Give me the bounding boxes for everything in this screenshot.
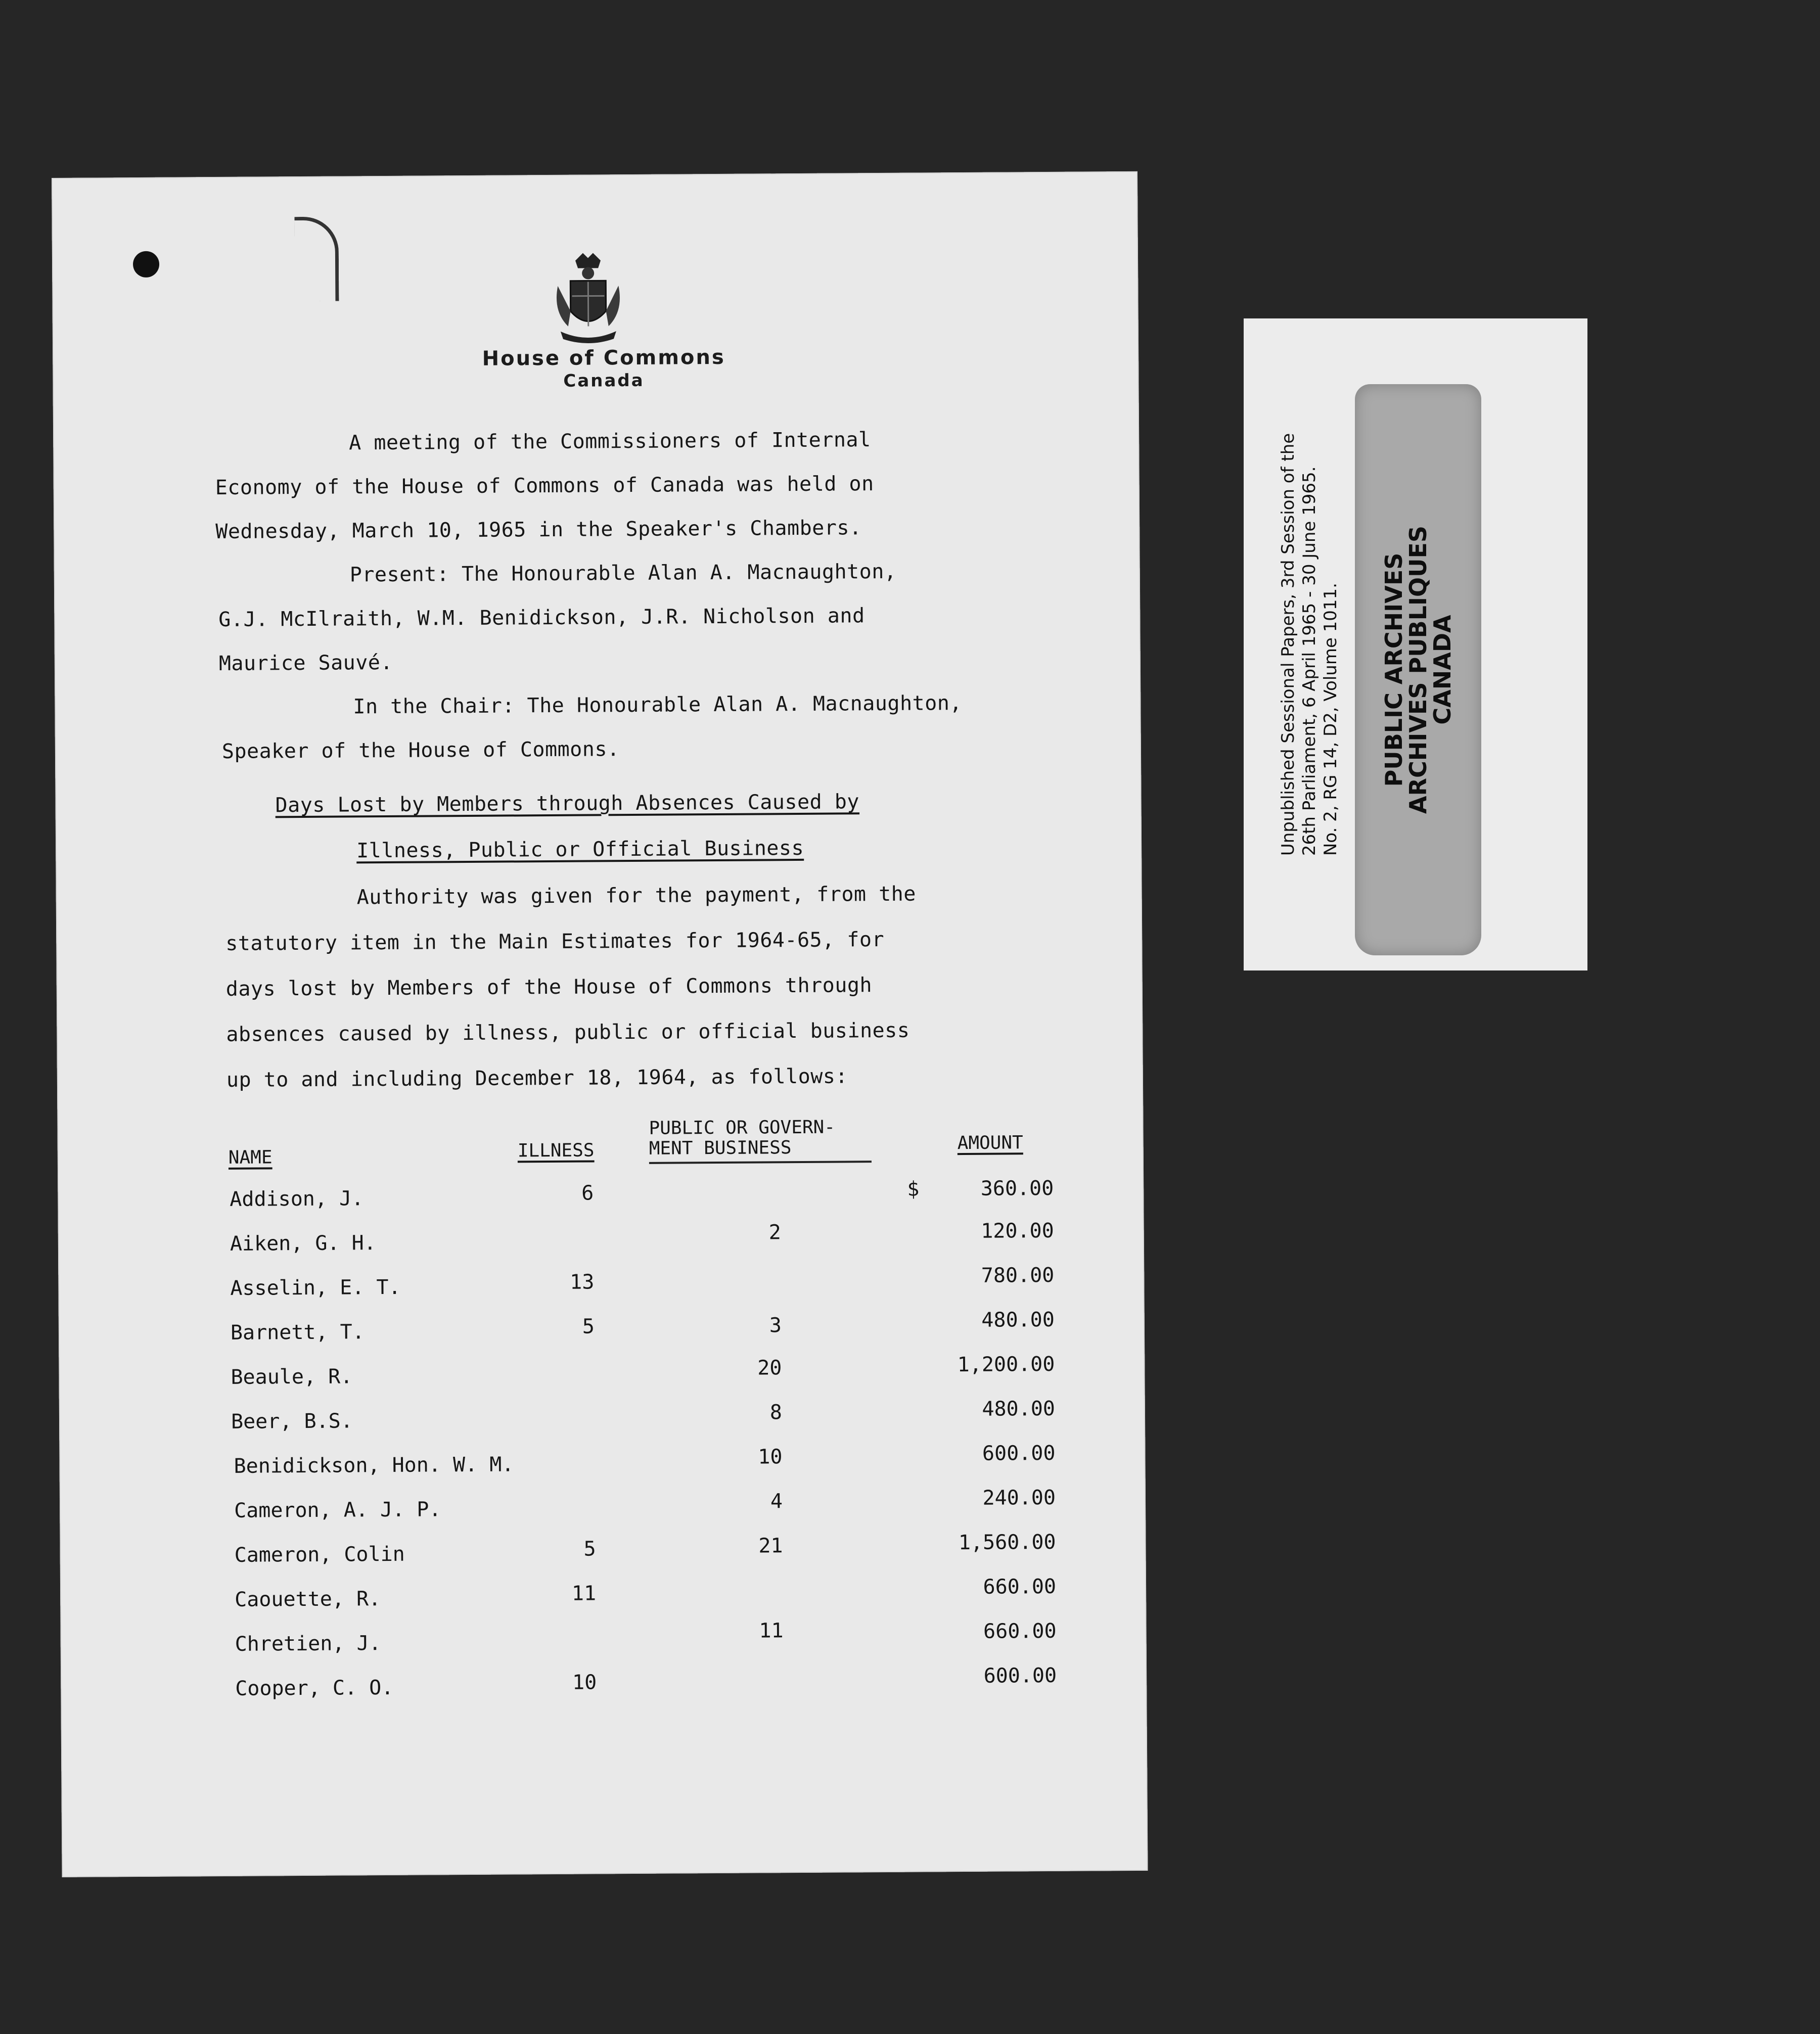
row-illness — [534, 1359, 595, 1360]
archive-note — [1278, 433, 1341, 856]
archive-stamp-line: PUBLIC ARCHIVES — [1380, 552, 1407, 787]
row-amount: 480.00 — [981, 1308, 1055, 1332]
row-illness: 5 — [582, 1315, 595, 1338]
archive-note-line: Unpublished Sessional Papers, 3rd Session of the — [1278, 433, 1298, 856]
row-name: Addison, J. — [230, 1187, 364, 1211]
row-public: 20 — [757, 1356, 782, 1380]
row-name: Asselin, E. T. — [230, 1275, 401, 1300]
row-amount: 660.00 — [983, 1575, 1057, 1599]
row-public: 8 — [769, 1401, 783, 1424]
row-amount: 600.00 — [982, 1441, 1056, 1465]
paragraph-line: Wednesday, March 10, 1965 in the Speaker's Chambers. — [215, 516, 862, 544]
letterhead — [406, 345, 801, 392]
pencil-mark — [294, 217, 339, 302]
table-header-name: NAME — [228, 1147, 272, 1168]
paragraph-line: Authority was given for the payment, from the — [356, 882, 917, 909]
row-public — [690, 1184, 781, 1185]
coat-of-arms-icon — [548, 250, 629, 347]
row-public: 21 — [758, 1534, 783, 1558]
row-amount: 660.00 — [983, 1619, 1057, 1643]
row-amount: 780.00 — [981, 1263, 1055, 1287]
header-rule — [649, 1161, 872, 1164]
row-illness: 13 — [570, 1270, 595, 1294]
row-name: Beer, B.S. — [231, 1409, 353, 1434]
row-amount: 360.00 — [980, 1176, 1054, 1200]
row-amount: 1,560.00 — [958, 1530, 1056, 1555]
archive-stamp — [1382, 526, 1454, 814]
archive-tab — [1355, 384, 1481, 955]
row-name: Barnett, T. — [230, 1320, 365, 1345]
paragraph-line: G.J. McIlraith, W.M. Benidickson, J.R. Nicholson and — [218, 604, 865, 631]
row-illness — [536, 1626, 597, 1627]
row-name: Cameron, Colin — [234, 1542, 405, 1567]
row-illness: 10 — [572, 1671, 597, 1694]
section-heading: Illness, Public or Official Business — [356, 836, 804, 863]
table-header-public-line1: PUBLIC OR GOVERN- — [649, 1117, 836, 1139]
row-name: Benidickson, Hon. W. M. — [234, 1453, 514, 1478]
currency-symbol: $ — [907, 1177, 920, 1201]
archive-stamp-line: CANADA — [1429, 615, 1456, 725]
row-public: 4 — [770, 1490, 783, 1513]
table-header-public-line2: MENT BUSINESS — [649, 1137, 792, 1159]
row-illness: 11 — [571, 1582, 597, 1605]
row-amount: 600.00 — [983, 1663, 1057, 1688]
paragraph-line: statutory item in the Main Estimates for 1964-65, for — [225, 928, 885, 955]
section-heading: Days Lost by Members through Absences Caused by — [275, 790, 860, 817]
table-header-amount: AMOUNT — [957, 1132, 1023, 1154]
letterhead-title: House of Commons — [482, 345, 725, 371]
row-name: Cameron, A. J. P. — [234, 1498, 441, 1522]
paragraph-line: Present: The Honourable Alan A. Macnaughton, — [349, 560, 897, 587]
table-header-illness: ILLNESS — [517, 1140, 595, 1162]
archive-stamp-line: ARCHIVES PUBLIQUES — [1404, 525, 1432, 814]
letterhead-subtitle: Canada — [563, 370, 645, 391]
archive-label — [1244, 318, 1587, 970]
row-public: 3 — [769, 1314, 782, 1337]
punch-hole — [133, 251, 159, 278]
row-name: Caouette, R. — [235, 1587, 381, 1611]
paragraph-line: In the Chair: The Honourable Alan A. Macnaughton, — [353, 691, 963, 719]
row-public: 11 — [759, 1619, 784, 1643]
document-page — [52, 171, 1148, 1877]
row-amount: 1,200.00 — [957, 1352, 1055, 1377]
row-amount: 480.00 — [982, 1397, 1056, 1421]
row-illness: 5 — [583, 1537, 596, 1561]
paragraph-line: A meeting of the Commissioners of Internal — [349, 428, 871, 455]
row-name: Chretien, J. — [235, 1632, 381, 1656]
row-amount: 240.00 — [982, 1486, 1056, 1510]
paragraph-line: Maurice Sauvé. — [218, 651, 393, 675]
paragraph-line: up to and including December 18, 1964, as follows: — [226, 1065, 848, 1092]
row-amount: 120.00 — [981, 1219, 1054, 1243]
row-illness — [534, 1448, 595, 1449]
row-public: 10 — [758, 1445, 783, 1469]
table-header-public — [649, 1117, 872, 1164]
archive-note-line: No. 2, RG 14, D2, Volume 1011. — [1321, 582, 1341, 856]
row-public: 2 — [768, 1221, 781, 1244]
row-name: Aiken, G. H. — [230, 1231, 377, 1256]
row-name: Beaule, R. — [231, 1365, 353, 1389]
row-illness: 6 — [581, 1181, 594, 1205]
paragraph-line: days lost by Members of the House of Commons through — [225, 974, 873, 1001]
paragraph-line: absences caused by illness, public or official business — [226, 1019, 910, 1046]
paragraph-line: Economy of the House of Commons of Canada was held on — [215, 472, 874, 500]
row-public — [690, 1265, 781, 1266]
archive-note-line: 26th Parliament, 6 April 1965 - 30 June 1965. — [1299, 466, 1320, 856]
row-name: Cooper, C. O. — [235, 1676, 394, 1700]
paragraph-line: Speaker of the House of Commons. — [221, 737, 620, 763]
